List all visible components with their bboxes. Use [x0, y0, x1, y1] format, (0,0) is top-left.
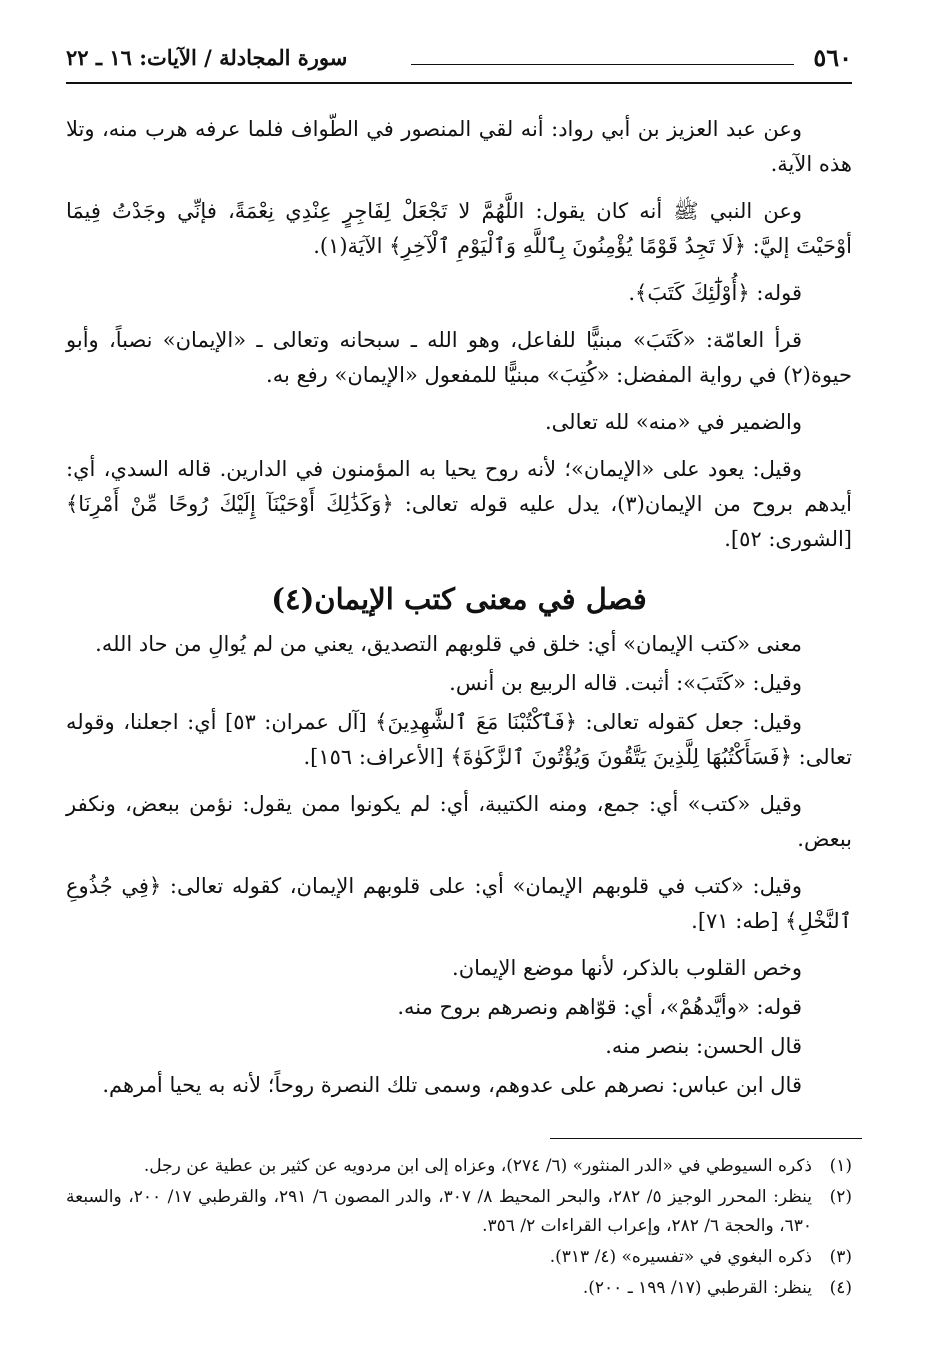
paragraph: وعن النبي ﷺ أنه كان يقول: اللَّهُمَّ لا تَجْعَلْ لِفَاجِرٍ عِنْدِي نِعْمَةً، فإنِّي وجَدْتُ فِيمَا أوْحَيْتَ إليَّ: ﴿لَا تَجِدُ قَوْمًا يُؤْمِنُونَ بِٱللَّهِ وَٱلْيَوْمِ ٱلْآخِرِ﴾ الآيَة(١). — [66, 199, 852, 258]
paragraph: وقيل: يعود على «الإيمان»؛ لأنه روح يحيا به المؤمنون في الدارين. قاله السدي، أي: أيدهم بروح من الإيمان(٣)، يدل عليه قوله تعالى: ﴿وَكَذَٰلِكَ أَوْحَيْنَآ إِلَيْكَ رُوحًا مِّنْ أَمْرِنَا﴾ [الشورى: ٥٢]. — [66, 457, 852, 551]
footnote-text: ذكره السيوطي في «الدر المنثور» (٦/ ٢٧٤)، وعزاه إلى ابن مردويه عن كثير بن عطية عن رجل. — [143, 1156, 812, 1176]
paragraph: وقيل: «كتب في قلوبهم الإيمان» أي: على قلوبهم الإيمان، كقوله تعالى: ﴿فِي جُذُوعِ ٱلنَّخْلِ﴾ [طه: ٧١]. — [66, 874, 852, 933]
paragraph: وقيل «كتب» أي: جمع، ومنه الكتيبة، أي: لم يكونوا ممن يقول: نؤمن ببعض، ونكفر ببعض. — [66, 792, 852, 851]
footnote — [66, 1152, 852, 1181]
footnote — [66, 1243, 852, 1272]
paragraph: معنى «كتب الإيمان» أي: خلق في قلوبهم التصديق، يعني من لم يُوالِ من حاد الله. — [95, 632, 802, 656]
running-title: سورة المجادلة / الآيات: ١٦ ـ ٢٢ — [66, 45, 348, 70]
footnote-text: ينظر: القرطبي (١٧/ ١٩٩ ـ ٢٠٠). — [582, 1278, 812, 1298]
paragraph: قال الحسن: بنصر منه. — [605, 1034, 802, 1058]
footnotes — [66, 1152, 852, 1305]
footnote-number: (٣) — [829, 1247, 852, 1267]
page-header — [66, 42, 852, 84]
paragraph: وخص القلوب بالذكر، لأنها موضع الإيمان. — [452, 956, 802, 980]
paragraph: وقيل: جعل كقوله تعالى: ﴿فَٱكْتُبْنَا مَعَ ٱلشَّٰهِدِينَ﴾ [آل عمران: ٥٣] أي: اجعلنا، وقوله تعالى: ﴿فَسَأَكْتُبُهَا لِلَّذِينَ يَتَّقُونَ وَيُؤْتُونَ ٱلزَّكَوٰةَ﴾ [الأعراف: ١٥٦]. — [66, 710, 852, 769]
main-text — [66, 112, 852, 1115]
section-heading: فصل في معنى كتب الإيمان(٤) — [271, 582, 647, 616]
footnote-number: (٤) — [829, 1278, 852, 1298]
footnote-number: (١) — [829, 1156, 852, 1176]
paragraph: وقيل: «كَتَبَ»: أثبت. قاله الربيع بن أنس. — [449, 671, 802, 695]
footnote-number: (٢) — [829, 1187, 853, 1207]
paragraph: والضمير في «منه» لله تعالى. — [545, 410, 802, 434]
footnote — [66, 1274, 852, 1303]
footnote — [66, 1183, 852, 1241]
paragraph: قال ابن عباس: نصرهم على عدوهم، وسمى تلك النصرة روحاً؛ لأنه به يحيا أمرهم. — [102, 1073, 802, 1097]
footnote-divider — [550, 1138, 862, 1139]
footnote-text: ذكره البغوي في «تفسيره» (٤/ ٣١٣). — [549, 1247, 812, 1267]
header-rule — [411, 64, 794, 65]
footnote-text: ينظر: المحرر الوجيز ٥/ ٢٨٢، والبحر المحيط ٨/ ٣٠٧، والدر المصون ٦/ ٢٩١، والقرطبي ١٧/ ٢٠٠، والسبعة ٦٣٠، والحجة ٦/ ٢٨٢، وإعراب القراءات ٢/ ٣٥٦. — [66, 1187, 813, 1236]
paragraph: قرأ العامّة: «كَتَبَ» مبنيًّا للفاعل، وهو الله ـ سبحانه وتعالى ـ «الإيمان» نصباً، وأبو حيوة(٢) في رواية المفضل: «كُتِبَ» مبنيًّا للمفعول «الإيمان» رفع به. — [66, 328, 852, 387]
paragraph: قوله: «وأيَّدهُمْ»، أي: قوّاهم ونصرهم بروح منه. — [397, 995, 802, 1019]
paragraph: قوله: ﴿أُوْلَٰٓئِكَ كَتَبَ﴾. — [628, 281, 802, 305]
paragraph: وعن عبد العزيز بن أبي رواد: أنه لقي المنصور في الطّواف فلما عرفه هرب منه، وتلا هذه الآية. — [66, 117, 852, 176]
page-number: ٥٦٠ — [813, 43, 852, 72]
